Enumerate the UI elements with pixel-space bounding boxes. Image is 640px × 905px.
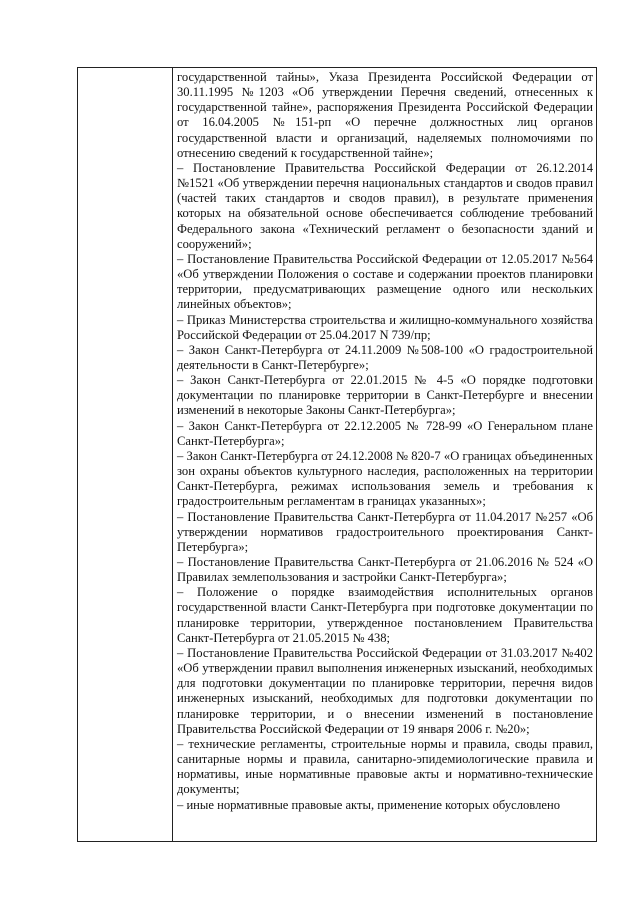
paragraph-technical-regulations: – технические регламенты, строительные нормы и правила, своды правил, санитарные нормы и правила, санитарно-эпидемиологические правила и нормативы, иные нормативные правовые акты и нормативно-технические документы; (177, 736, 593, 797)
paragraph-ministry-order-739: – Приказ Министерства строительства и жилищно-коммунального хозяйства Российской Федерации от 25.04.2017 N 739/пр; (177, 312, 593, 342)
paragraph-spb-law-4-5: – Закон Санкт-Петербурга от 22.01.2015 № 4-5 «О порядке подготовки документации по планировке территории в Санкт-Петербурге и внесении изменений в некоторые Законы Санкт-Петербурга»; (177, 373, 593, 418)
paragraph-gov-resolution-564: – Постановление Правительства Российской Федерации от 12.05.2017 №564 «Об утверждении Положения о составе и содержании проектов планировки территории, предусматривающих размещение одного или нескольких линейных объектов»; (177, 251, 593, 312)
table-cell-content (177, 70, 593, 813)
paragraph-other-normative-acts: – иные нормативные правовые акты, применение которых обусловлено (177, 797, 560, 812)
paragraph-spb-law-728-99: – Закон Санкт-Петербурга от 22.12.2005 № 728-99 «О Генеральном плане Санкт-Петербурга»; (177, 418, 593, 448)
paragraph-spb-law-508-100: – Закон Санкт-Петербурга от 24.11.2009 №508-100 «О градостроительной деятельности в Санкт-Петербурге»; (177, 342, 593, 372)
paragraph-interaction-regulation-438: – Положение о порядке взаимодействия исполнительных органов государственной власти Санкт-Петербурга при подготовке документации по планировке территории, утвержденное постановлением Правительства Санкт-Петербурга от 21.05.2015 № 438; (177, 585, 593, 645)
paragraph-gov-resolution-1521: – Постановление Правительства Российской Федерации от 26.12.2014 №1521 «Об утверждении перечня национальных стандартов и сводов правил (частей таких стандартов и сводов правил), в результате применения которых на обязательной основе обеспечивается соблюдение требований Федерального закона «Технический регламент о безопасности зданий и сооружений»; (177, 160, 593, 251)
table-column-divider (172, 67, 173, 842)
paragraph-gov-resolution-402: – Постановление Правительства Российской Федерации от 31.03.2017 №402 «Об утверждении правил выполнения инженерных изысканий, необходимых для подготовки документации по планировке территории, перечня видов инженерных изысканий, необходимых для подготовки документации по планировке территории, и о внесении изменений в постановление Правительства Российской Федерации от 19 января 2006 г. №20»; (177, 645, 593, 736)
paragraph-spb-resolution-524: – Постановление Правительства Санкт-Петербурга от 21.06.2016 № 524 «О Правилах землепользования и застройки Санкт-Петербурга»; (177, 555, 593, 585)
paragraph-state-secret-decrees: государственной тайны», Указа Президента Российской Федерации от 30.11.1995 №1203 «Об утверждении Перечня сведений, отнесенных к государственной тайне», распоряжения Президента Российской Федерации от 16.04.2005 №151-рп «О перечне должностных лиц органов государственной власти и организаций, наделяемых полномочиями по отнесению сведений к государственной тайне»; (177, 70, 593, 160)
paragraph-spb-law-820-7: – Закон Санкт-Петербурга от 24.12.2008 № 820-7 «О границах объединенных зон охраны объектов культурного наследия, расположенных на территории Санкт-Петербурга, режимах использования земель и требования к градостроительным регламентам в границах указанных»; (177, 448, 593, 509)
paragraph-spb-resolution-257: – Постановление Правительства Санкт-Петербурга от 11.04.2017 №257 «Об утверждении нормативов градостроительного проектирования Санкт-Петербурга»; (177, 509, 593, 554)
